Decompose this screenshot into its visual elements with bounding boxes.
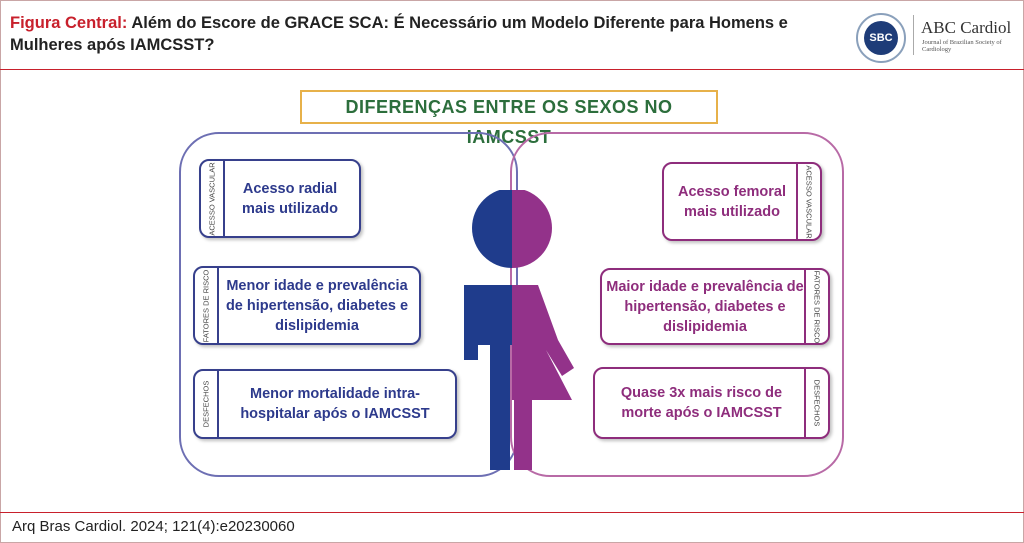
women-card-vascular-access [662, 162, 822, 241]
split-person-icon [462, 190, 587, 475]
women-card-risk-factors [600, 268, 830, 345]
tab-label-container [804, 369, 828, 437]
men-card-outcomes [193, 369, 457, 439]
logo-divider [913, 15, 914, 55]
card-text: Acesso femoral mais utilizado [678, 183, 786, 220]
tab-label-container [195, 371, 219, 437]
tab-label: DESFECHOS [812, 379, 822, 427]
card-text: Quase 3x mais risco de morte após o IAMCSST [620, 385, 783, 421]
tab-label: ACESSO VASCULAR [804, 164, 814, 239]
men-card-risk-factors [193, 266, 421, 345]
title-line-1: Além do Escore de GRACE SCA: É Necessário um Modelo Diferente para Homens e [131, 14, 788, 32]
header-divider [0, 69, 1024, 70]
tab-label: ACESSO VASCULAR [207, 161, 217, 236]
card-text: Menor mortalidade intra-hospitalar após o IAMCSST [240, 386, 430, 422]
tab-label: FATORES DE RISCO [201, 269, 211, 342]
card-text: Acesso radial mais utilizado [242, 180, 338, 217]
tab-label-container [195, 268, 219, 343]
card-text: Menor idade e prevalência de hipertensão, diabetes e dislipidemia [225, 277, 409, 334]
citation: Arq Bras Cardiol. 2024; 121(4):e20230060 [12, 518, 295, 535]
tab-label: FATORES DE RISCO [812, 270, 822, 343]
tab-label-container [201, 161, 225, 236]
tab-label-container [796, 164, 820, 239]
figure-title [10, 12, 810, 56]
title-line-2: Mulheres após IAMCSST? [10, 36, 215, 54]
sbc-logo-icon: SBC [856, 13, 906, 63]
card-text: Maior idade e prevalência de hipertensão, diabetes e dislipidemia [606, 278, 804, 335]
women-card-outcomes [593, 367, 830, 439]
figure-label: Figura Central: [10, 14, 128, 32]
footer-divider [0, 512, 1024, 513]
tab-label: DESFECHOS [201, 380, 211, 428]
journal-name: ABC Cardiol [921, 18, 1012, 37]
header [0, 0, 1024, 70]
journal-subtitle: Journal of Brazilian Society of Cardiology [922, 39, 1002, 53]
men-card-vascular-access [199, 159, 361, 238]
diagram-title: DIFERENÇAS ENTRE OS SEXOS NO IAMCSST [300, 90, 718, 124]
tab-label-container [804, 270, 828, 343]
